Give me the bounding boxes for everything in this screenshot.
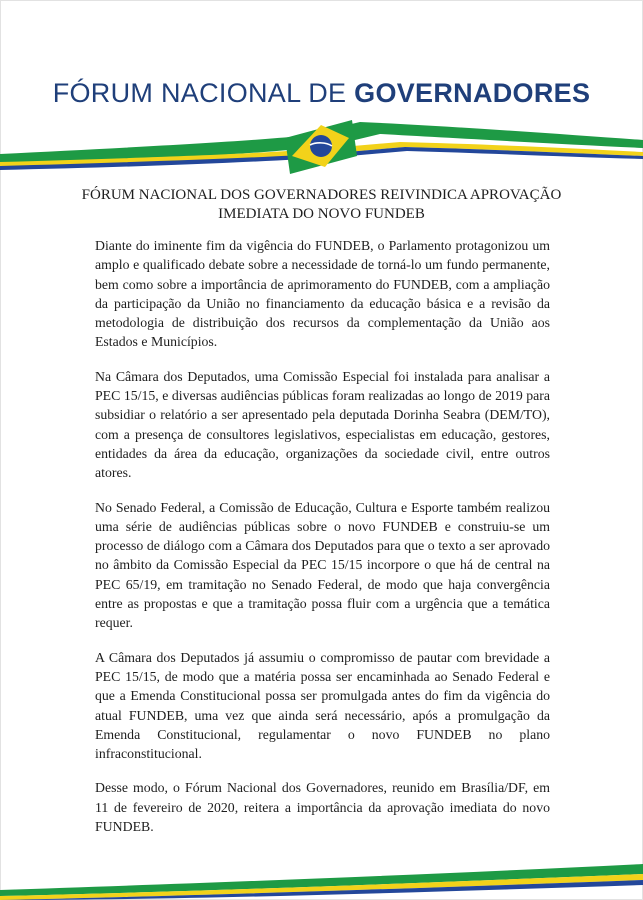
flag-ribbon-footer bbox=[0, 850, 643, 900]
paragraph-1: Diante do iminente fim da vigência do FUNDEB, o Parlamento protagonizou um amplo e qualificado debate sobre a necessidade de torná-lo um fundo permanente, bem como sobre a importância de aprimoramento do FUNDEB, com a ampliação da participação da União no financiamento da educação básica e a revisão da metodologia de distribuição dos recursos da complementação da União aos Estados e Municípios. bbox=[95, 238, 550, 350]
paragraph-2: Na Câmara dos Deputados, uma Comissão Especial foi instalada para analisar a PEC 15/15, e diversas audiências públicas foram realizadas ao longo de 2019 para subsidiar o relatório a ser apresentado pela deputada Dorinha Seabra (DEM/TO), com a presença de consultores legislativos, especialistas em educação, gestores, entidades da área da educação, organizações da sociedade civil, entre outros atores. bbox=[95, 368, 550, 481]
paragraph-4: A Câmara dos Deputados já assumiu o compromisso de pautar com brevidade a PEC 15/15, de modo que a matéria possa ser encaminhada ao Senado Federal e que a Emenda Constitucional possa ser promulgada antes do fim da vigência do atual FUNDEB, uma vez que ainda será necessário, após a promulgação da Emenda Constitucional, regulamentar o novo FUNDEB no plano infraconstitucional. bbox=[95, 649, 550, 762]
paragraph-5: Desse modo, o Fórum Nacional dos Governadores, reunido em Brasília/DF, em 11 de fevereiro de 2020, reitera a importância da aprovação imediata do novo FUNDEB. bbox=[95, 780, 550, 835]
flag-ribbon-header bbox=[0, 112, 643, 180]
org-name-bold: GOVERNADORES bbox=[354, 78, 591, 108]
document-title bbox=[60, 186, 583, 224]
org-name-light: FÓRUM NACIONAL DE bbox=[52, 78, 355, 108]
document-body bbox=[95, 236, 550, 851]
org-logo-text bbox=[0, 78, 643, 109]
brazil-flag-icon bbox=[285, 120, 357, 174]
letterhead bbox=[0, 0, 643, 180]
title-line-1: FÓRUM NACIONAL DOS GOVERNADORES REIVINDICA APROVAÇÃO bbox=[81, 187, 562, 203]
title-line-2: IMEDIATA DO NOVO FUNDEB bbox=[218, 206, 425, 222]
paragraph-3: No Senado Federal, a Comissão de Educação, Cultura e Esporte também realizou uma série de audiências públicas sobre o novo FUNDEB e construiu-se um processo de diálogo com a Câmara dos Deputados para que o texto a ser aprovado no âmbito da Comissão Especial da PEC 15/15 incorpore o que há de central na PEC 65/19, em tramitação no Senado Federal, de modo que haja convergência entre as propostas e que a tramitação possa fluir com a urgência que a temática requer. bbox=[95, 499, 550, 631]
